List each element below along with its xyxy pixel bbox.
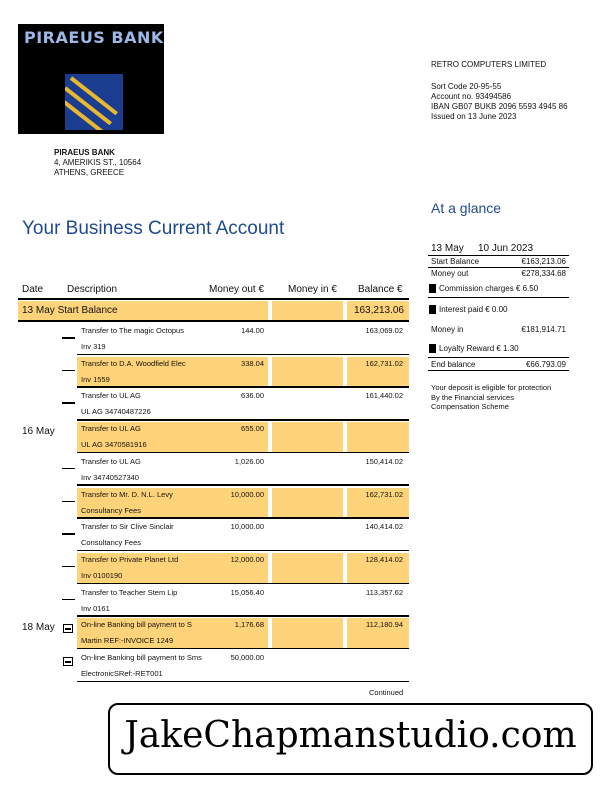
money-in-value: €181,914.71 [521,325,566,334]
period-to: 10 Jun 2023 [478,243,534,254]
row-desc-line2: Consultancy Fees [81,538,142,548]
header-description: Description [67,284,118,295]
money-out-value: €278,334.68 [521,269,566,278]
start-balance-divider [18,320,409,322]
row-marker [62,599,75,601]
row-money-out: 12,000.00 [230,554,264,564]
table-row [0,650,609,683]
protection-note-line1: Your deposit is eligible for protection [431,383,552,392]
row-balance: 112,180.94 [366,620,403,630]
row-marker [62,501,75,503]
account-number: Account no. 93494586 [431,92,512,101]
end-balance-value: €66.793.09 [525,360,566,369]
glance-interest [428,300,569,318]
row-in-bg [272,553,343,583]
money-in-label: Money in [431,325,464,334]
row-desc-line1: Transfer to Sir Clive Sinclair [81,522,174,532]
bank-logo [18,24,164,134]
header-divider [18,298,409,300]
table-row [0,454,609,487]
glance-period [428,243,569,256]
row-desc-line2: ElectronicSRef:-RET001 [81,669,163,678]
table-row [0,421,609,454]
protection-note-line2: By the Financial services [431,392,514,402]
row-balance: 150,414.02 [365,456,403,466]
bullet-square-icon [429,284,436,293]
glance-commission [428,280,569,298]
row-balance: 113,357.62 [366,587,403,597]
row-desc-line1: Transfer to The magic Octopus [81,326,184,335]
glance-title: At a glance [431,200,502,216]
continued-label: Continued [369,688,404,697]
customer-name: RETRO COMPUTERS LIMITED [431,60,547,69]
row-desc-line1: Transfer to Teacher Stem Lip [81,587,178,597]
row-money-out: 1,026.00 [234,456,264,466]
watermark-text: JakeChapmanstudio.com [124,715,577,756]
end-balance-label: End balance [431,360,476,369]
start-balance-label: Start Balance [431,257,480,266]
row-desc-line1: Transfer to UL AG [81,391,141,401]
row-desc-line2: Martin REF:-INVOICE 1249 [81,636,174,646]
table-row [0,519,609,552]
watermark-box [108,703,593,775]
row-marker [62,337,75,339]
row-desc-line2: Inv 1559 [81,374,110,384]
row-in-bg [272,422,343,452]
glance-start-balance [428,256,569,268]
row-date: 18 May [22,622,55,634]
customer-details [431,60,568,122]
header-money-out: Money out € [209,284,265,295]
row-balance: 128,414.02 [365,554,403,564]
row-desc-line1: Transfer to UL AG [81,456,141,466]
row-money-out: 10,000.00 [230,489,264,499]
row-in-bg [272,357,343,387]
header-date: Date [22,284,44,295]
row-marker [62,468,75,470]
row-desc-line1: Transfer to Private Planet Ltd [81,554,179,564]
row-in-bg [272,618,343,648]
row-balance: 163,069.02 [365,326,403,335]
row-date: 16 May [22,426,55,438]
row-bal-bg [347,422,409,452]
checkbox-icon [63,624,73,633]
row-marker [62,533,75,535]
row-desc-line1: Transfer to D.A. Woodfield Elec [81,358,186,368]
row-desc-line1: On-line Banking bill payment to S [81,620,192,630]
start-balance-label: 13 May Start Balance [22,305,118,316]
protection-note-line3: Compensation Scheme [431,402,509,411]
header-money-in: Money in € [288,284,337,295]
row-desc-line1: On-line Banking bill payment to Sms [81,653,202,662]
table-row [0,552,609,585]
bank-address-line1: 4, AMERIKIS ST., 10564 [54,158,142,167]
bank-address-line2: ATHENS, GREECE [54,168,125,177]
logo-emblem-icon [65,74,123,130]
row-money-out: 1,176.68 [234,620,264,630]
sort-code: Sort Code 20-95-55 [431,82,502,91]
header-balance: Balance € [358,284,403,295]
table-row [0,323,609,356]
commission-text: Commission charges € 6.50 [439,284,539,293]
row-money-out: 636.00 [241,391,264,401]
money-out-label: Money out [431,269,469,278]
row-marker [62,370,75,372]
row-desc-line2: Inv 0100190 [81,570,123,580]
start-balance-value: €163,213.06 [521,257,566,266]
interest-text: Interest paid € 0.00 [439,304,508,314]
period-from: 13 May [431,243,464,254]
row-balance: 162,731.02 [365,358,403,368]
row-marker [62,566,75,568]
row-desc-line2: Consultancy Fees [81,505,142,515]
row-balance: 161,440.02 [365,391,403,401]
bank-name: PIRAEUS BANK [54,148,115,157]
table-row [0,487,609,520]
start-balance-value: 163,213.06 [353,305,404,316]
row-desc-line1: Transfer to Mr. D. N.L. Levy [81,489,173,499]
bullet-square-icon [429,305,436,314]
row-desc-line2: UL AG 3470581916 [81,440,147,450]
checkbox-icon [63,657,73,666]
row-money-out: 50,000.00 [230,653,264,662]
row-desc-line2: Inv 319 [81,342,106,351]
glance-money-out [428,268,569,280]
page-title: Your Business Current Account [22,218,285,239]
row-desc-line1: Transfer to UL AG [81,424,141,434]
row-desc-line2: UL AG 34740487226 [81,407,151,417]
table-row [0,388,609,421]
row-money-out: 655.00 [241,424,264,434]
start-balance-in-bg [272,301,343,320]
issued-date: Issued on 13 June 2023 [431,112,517,121]
iban: IBAN GB07 BUKB 2096 5593 4945 86 [431,102,568,111]
row-marker [62,402,75,404]
row-divider [77,681,409,683]
row-desc-line2: Inv 0161 [81,603,110,613]
row-balance: 162,731.02 [365,489,403,499]
row-desc-line2: Inv 34740527340 [81,472,139,482]
row-money-out: 144.00 [241,326,264,335]
row-in-bg [272,488,343,518]
row-money-out: 15,056.40 [230,587,264,597]
table-row [0,585,609,618]
table-row [0,356,609,389]
row-money-out: 10,000.00 [230,522,264,532]
bank-address [54,148,141,178]
row-balance: 140,414.02 [365,522,403,532]
logo-text: PIRAEUS BANK [24,28,164,47]
table-row [0,617,609,650]
row-money-out: 338.04 [241,358,264,368]
loyalty-text: Loyalty Reward € 1.30 [439,343,519,353]
